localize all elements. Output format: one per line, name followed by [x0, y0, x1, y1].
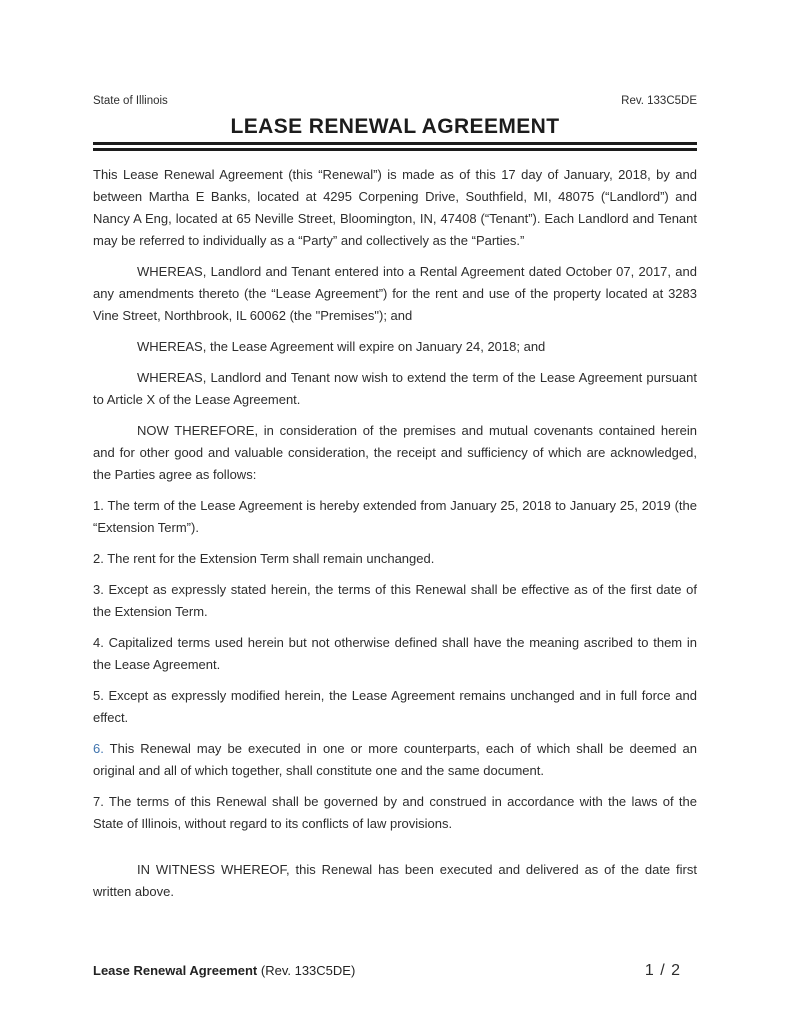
term-paragraph-7: 7. The terms of this Renewal shall be governed by and construed in accordance with the laws of the State of Illinois, without regard to its conflicts of law provisions.	[93, 794, 697, 831]
term-paragraph-4: 4. Capitalized terms used herein but not otherwise defined shall have the meaning ascribed to them in the Lease Agreement.	[93, 635, 697, 672]
whereas-paragraph-3: WHEREAS, Landlord and Tenant now wish to extend the term of the Lease Agreement pursuant to Article X of the Lease Agreement.	[93, 370, 697, 407]
now-therefore-paragraph: NOW THEREFORE, in consideration of the premises and mutual covenants contained herein and for other good and valuable consideration, the receipt and sufficiency of which are acknowledged, the Parties agree as follows:	[93, 423, 697, 482]
whereas-paragraph-2: WHEREAS, the Lease Agreement will expire on January 24, 2018; and	[137, 339, 546, 354]
document-footer	[93, 962, 697, 980]
witness-paragraph: IN WITNESS WHEREOF, this Renewal has been executed and delivered as of the date first written above.	[93, 862, 697, 899]
footer-doc-name: Lease Renewal Agreement	[93, 963, 258, 978]
page-content	[93, 95, 697, 912]
whereas-paragraph-1: WHEREAS, Landlord and Tenant entered into a Rental Agreement dated October 07, 2017, and any amendments thereto (the “Lease Agreement”) for the rent and use of the property located at 3283 Vine Street, Northbrook, IL 60062 (the "Premises"); and	[93, 264, 697, 323]
term-6-number: 6.	[93, 741, 104, 756]
document-body	[93, 164, 697, 903]
title-divider-rule	[93, 142, 697, 151]
intro-paragraph: This Lease Renewal Agreement (this “Renewal”) is made as of this 17 day of January, 2018, by and between Martha E Banks, located at 4295 Corpening Drive, Southfield, MI, 48075 (“Landlord”) and Nancy A Eng, located at 65 Neville Street, Bloomington, IN, 47408 (“Tenant”). Each Landlord and Tenant may be referred to individually as a “Party” and collectively as the “Parties.”	[93, 167, 697, 248]
term-paragraph-6	[93, 738, 697, 782]
footer-doc-rev: (Rev. 133C5DE)	[257, 963, 356, 978]
footer-document-label	[93, 963, 355, 978]
term-paragraph-5: 5. Except as expressly modified herein, the Lease Agreement remains unchanged and in full force and effect.	[93, 688, 697, 725]
term-6-text: This Renewal may be executed in one or more counterparts, each of which shall be deemed an original and all of which together, shall constitute one and the same document.	[93, 741, 697, 778]
term-paragraph-3: 3. Except as expressly stated herein, the terms of this Renewal shall be effective as of the first date of the Extension Term.	[93, 582, 697, 619]
header-state-label: State of Illinois	[93, 95, 168, 107]
document-header	[93, 95, 697, 107]
term-paragraph-2: 2. The rent for the Extension Term shall remain unchanged.	[93, 551, 435, 566]
term-paragraph-1: 1. The term of the Lease Agreement is hereby extended from January 25, 2018 to January 25, 2019 (the “Extension Term”).	[93, 498, 697, 535]
document-title: LEASE RENEWAL AGREEMENT	[230, 115, 560, 138]
footer-page-indicator: 1 / 2	[644, 962, 681, 979]
header-revision-label: Rev. 133C5DE	[621, 95, 697, 107]
